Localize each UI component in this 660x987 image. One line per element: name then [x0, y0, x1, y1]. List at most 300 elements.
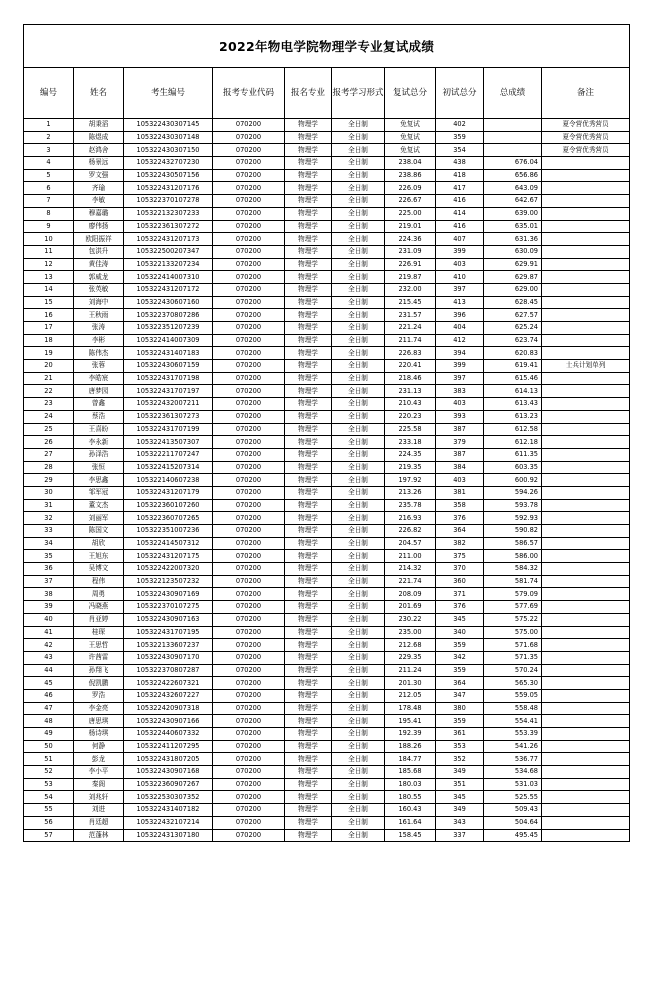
- cell-exam-no: 105322431707195: [124, 626, 213, 639]
- cell-id: 42: [24, 639, 74, 652]
- cell-exam-no: 105322132307233: [124, 207, 213, 220]
- cell-id: 45: [24, 677, 74, 690]
- cell-exam-no: 105322431207175: [124, 550, 213, 563]
- cell-remarks: [542, 512, 630, 525]
- table-row: [24, 525, 630, 538]
- cell-major-code: 070200: [213, 588, 285, 601]
- cell-initial-score: 347: [436, 689, 484, 702]
- cell-total-score: 571.68: [484, 639, 542, 652]
- cell-major-code: 070200: [213, 233, 285, 246]
- cell-study-form: 全日制: [332, 410, 385, 423]
- cell-major: 物理学: [285, 334, 332, 347]
- cell-initial-score: 397: [436, 283, 484, 296]
- cell-name: 胡秉滔: [74, 119, 124, 132]
- table-row: [24, 626, 630, 639]
- cell-initial-score: 370: [436, 563, 484, 576]
- cell-major: 物理学: [285, 398, 332, 411]
- table-row: [24, 157, 630, 170]
- cell-major-code: 070200: [213, 347, 285, 360]
- table-row: [24, 474, 630, 487]
- cell-study-form: 全日制: [332, 550, 385, 563]
- cell-study-form: 全日制: [332, 245, 385, 258]
- cell-exam-no: 105322360707265: [124, 512, 213, 525]
- cell-id: 56: [24, 816, 74, 829]
- cell-remarks: [542, 689, 630, 702]
- cell-exam-no: 105322414007309: [124, 334, 213, 347]
- cell-total-score: 579.09: [484, 588, 542, 601]
- cell-name: 倪凯鹏: [74, 677, 124, 690]
- cell-remarks: [542, 613, 630, 626]
- table-row: [24, 334, 630, 347]
- cell-name: 唐思琪: [74, 715, 124, 728]
- cell-major-code: 070200: [213, 651, 285, 664]
- cell-exam-no: 105322432007211: [124, 398, 213, 411]
- cell-major: 物理学: [285, 169, 332, 182]
- header-exam-no: 考生编号: [124, 68, 213, 119]
- cell-id: 32: [24, 512, 74, 525]
- cell-initial-score: 387: [436, 423, 484, 436]
- cell-major-code: 070200: [213, 245, 285, 258]
- cell-major-code: 070200: [213, 804, 285, 817]
- cell-initial-score: 353: [436, 740, 484, 753]
- cell-initial-score: 412: [436, 334, 484, 347]
- cell-name: 赵鸿舍: [74, 144, 124, 157]
- cell-major: 物理学: [285, 258, 332, 271]
- cell-name: 刘海中: [74, 296, 124, 309]
- cell-retest-score: 214.32: [385, 563, 436, 576]
- cell-id: 21: [24, 372, 74, 385]
- cell-initial-score: 384: [436, 461, 484, 474]
- cell-initial-score: 418: [436, 169, 484, 182]
- cell-retest-score: 226.82: [385, 525, 436, 538]
- cell-remarks: [542, 474, 630, 487]
- cell-retest-score: 192.39: [385, 728, 436, 741]
- cell-initial-score: 413: [436, 296, 484, 309]
- cell-total-score: 553.39: [484, 728, 542, 741]
- cell-id: 44: [24, 664, 74, 677]
- cell-major-code: 070200: [213, 322, 285, 335]
- table-title: 2022年物电学院物理学专业复试成绩: [24, 25, 630, 68]
- table-row: [24, 169, 630, 182]
- cell-exam-no: 105322431307180: [124, 829, 213, 842]
- cell-initial-score: 360: [436, 575, 484, 588]
- cell-total-score: 613.43: [484, 398, 542, 411]
- cell-remarks: [542, 207, 630, 220]
- cell-id: 29: [24, 474, 74, 487]
- cell-total-score: 586.57: [484, 537, 542, 550]
- cell-major-code: 070200: [213, 601, 285, 614]
- cell-initial-score: 349: [436, 804, 484, 817]
- table-row: [24, 740, 630, 753]
- cell-study-form: 全日制: [332, 829, 385, 842]
- cell-retest-score: 224.35: [385, 448, 436, 461]
- cell-id: 8: [24, 207, 74, 220]
- cell-study-form: 全日制: [332, 436, 385, 449]
- cell-study-form: 全日制: [332, 385, 385, 398]
- cell-study-form: 全日制: [332, 791, 385, 804]
- table-row: [24, 728, 630, 741]
- cell-major-code: 070200: [213, 486, 285, 499]
- cell-major: 物理学: [285, 207, 332, 220]
- cell-initial-score: 376: [436, 601, 484, 614]
- cell-exam-no: 105322415207314: [124, 461, 213, 474]
- cell-major: 物理学: [285, 245, 332, 258]
- cell-id: 20: [24, 360, 74, 373]
- cell-id: 2: [24, 131, 74, 144]
- cell-id: 38: [24, 588, 74, 601]
- cell-major: 物理学: [285, 702, 332, 715]
- table-row: [24, 119, 630, 132]
- cell-name: 李金亮: [74, 702, 124, 715]
- cell-initial-score: 354: [436, 144, 484, 157]
- cell-initial-score: 359: [436, 715, 484, 728]
- cell-major: 物理学: [285, 157, 332, 170]
- cell-retest-score: 226.09: [385, 182, 436, 195]
- cell-name: 何静: [74, 740, 124, 753]
- cell-exam-no: 105322370807287: [124, 664, 213, 677]
- cell-study-form: 全日制: [332, 613, 385, 626]
- cell-total-score: 612.18: [484, 436, 542, 449]
- cell-major: 物理学: [285, 233, 332, 246]
- cell-remarks: [542, 486, 630, 499]
- cell-id: 6: [24, 182, 74, 195]
- cell-id: 22: [24, 385, 74, 398]
- cell-major: 物理学: [285, 651, 332, 664]
- cell-retest-score: 180.55: [385, 791, 436, 804]
- table-row: [24, 233, 630, 246]
- cell-retest-score: 188.26: [385, 740, 436, 753]
- cell-id: 31: [24, 499, 74, 512]
- cell-major: 物理学: [285, 689, 332, 702]
- cell-name: 穆嘉璐: [74, 207, 124, 220]
- cell-id: 51: [24, 753, 74, 766]
- cell-retest-score: 226.91: [385, 258, 436, 271]
- cell-remarks: [542, 601, 630, 614]
- cell-exam-no: 105322430507156: [124, 169, 213, 182]
- cell-id: 7: [24, 195, 74, 208]
- cell-major: 物理学: [285, 423, 332, 436]
- table-row: [24, 322, 630, 335]
- cell-study-form: 全日制: [332, 372, 385, 385]
- table-row: [24, 220, 630, 233]
- cell-major-code: 070200: [213, 626, 285, 639]
- cell-initial-score: 361: [436, 728, 484, 741]
- cell-exam-no: 105322431807205: [124, 753, 213, 766]
- cell-name: 张恒: [74, 461, 124, 474]
- cell-major-code: 070200: [213, 271, 285, 284]
- cell-id: 37: [24, 575, 74, 588]
- cell-exam-no: 105322422007320: [124, 563, 213, 576]
- cell-major-code: 070200: [213, 309, 285, 322]
- cell-initial-score: 403: [436, 474, 484, 487]
- table-row: [24, 829, 630, 842]
- cell-total-score: 619.41: [484, 360, 542, 373]
- table-row: [24, 398, 630, 411]
- cell-retest-score: 212.68: [385, 639, 436, 652]
- cell-retest-score: 216.93: [385, 512, 436, 525]
- cell-remarks: [542, 753, 630, 766]
- header-major: 报名专业: [285, 68, 332, 119]
- cell-study-form: 全日制: [332, 563, 385, 576]
- cell-total-score: 575.00: [484, 626, 542, 639]
- cell-initial-score: 375: [436, 550, 484, 563]
- table-row: [24, 689, 630, 702]
- cell-total-score: 570.24: [484, 664, 542, 677]
- cell-exam-no: 105322361307273: [124, 410, 213, 423]
- cell-initial-score: 407: [436, 233, 484, 246]
- cell-exam-no: 105322211707247: [124, 448, 213, 461]
- cell-name: 刘兆轩: [74, 791, 124, 804]
- cell-study-form: 全日制: [332, 804, 385, 817]
- cell-major-code: 070200: [213, 334, 285, 347]
- cell-major-code: 070200: [213, 677, 285, 690]
- cell-major: 物理学: [285, 486, 332, 499]
- cell-study-form: 全日制: [332, 588, 385, 601]
- cell-study-form: 全日制: [332, 309, 385, 322]
- cell-remarks: [542, 461, 630, 474]
- cell-id: 52: [24, 766, 74, 779]
- cell-major: 物理学: [285, 309, 332, 322]
- cell-major: 物理学: [285, 550, 332, 563]
- cell-major: 物理学: [285, 131, 332, 144]
- cell-id: 47: [24, 702, 74, 715]
- cell-initial-score: 410: [436, 271, 484, 284]
- table-row: [24, 816, 630, 829]
- cell-remarks: [542, 702, 630, 715]
- table-row: [24, 309, 630, 322]
- cell-remarks: [542, 271, 630, 284]
- cell-total-score: 541.26: [484, 740, 542, 753]
- cell-exam-no: 105322432607227: [124, 689, 213, 702]
- cell-retest-score: 225.58: [385, 423, 436, 436]
- cell-remarks: [542, 258, 630, 271]
- cell-initial-score: 402: [436, 119, 484, 132]
- cell-id: 9: [24, 220, 74, 233]
- table-row: [24, 461, 630, 474]
- cell-exam-no: 105322411207295: [124, 740, 213, 753]
- cell-major: 物理学: [285, 525, 332, 538]
- cell-id: 5: [24, 169, 74, 182]
- cell-remarks: [542, 334, 630, 347]
- cell-exam-no: 105322430907166: [124, 715, 213, 728]
- cell-study-form: 全日制: [332, 296, 385, 309]
- cell-total-score: 559.05: [484, 689, 542, 702]
- cell-retest-score: 201.69: [385, 601, 436, 614]
- cell-id: 13: [24, 271, 74, 284]
- cell-name: 邹军冠: [74, 486, 124, 499]
- cell-major: 物理学: [285, 537, 332, 550]
- cell-major: 物理学: [285, 677, 332, 690]
- cell-initial-score: 371: [436, 588, 484, 601]
- cell-major-code: 070200: [213, 372, 285, 385]
- header-study-form: 报考学习形式: [332, 68, 385, 119]
- table-row: [24, 575, 630, 588]
- table-row: [24, 486, 630, 499]
- cell-study-form: 全日制: [332, 220, 385, 233]
- cell-remarks: [542, 410, 630, 423]
- cell-major-code: 070200: [213, 753, 285, 766]
- cell-remarks: [542, 563, 630, 576]
- cell-study-form: 全日制: [332, 601, 385, 614]
- cell-total-score: 627.57: [484, 309, 542, 322]
- cell-total-score: 581.74: [484, 575, 542, 588]
- cell-initial-score: 397: [436, 372, 484, 385]
- cell-total-score: 495.45: [484, 829, 542, 842]
- score-table: [23, 24, 630, 842]
- cell-retest-score: 218.46: [385, 372, 436, 385]
- cell-exam-no: 105322431707198: [124, 372, 213, 385]
- cell-exam-no: 105322431707197: [124, 385, 213, 398]
- cell-initial-score: 364: [436, 525, 484, 538]
- cell-initial-score: 416: [436, 220, 484, 233]
- cell-total-score: 611.35: [484, 448, 542, 461]
- cell-exam-no: 105322414507312: [124, 537, 213, 550]
- cell-initial-score: 383: [436, 385, 484, 398]
- cell-retest-score: 211.24: [385, 664, 436, 677]
- cell-name: 胡欣: [74, 537, 124, 550]
- table-row: [24, 372, 630, 385]
- cell-major-code: 070200: [213, 778, 285, 791]
- cell-name: 罗浩: [74, 689, 124, 702]
- cell-total-score: 625.24: [484, 322, 542, 335]
- cell-name: 李皓宸: [74, 372, 124, 385]
- cell-name: 张英敏: [74, 283, 124, 296]
- cell-major-code: 070200: [213, 360, 285, 373]
- cell-major-code: 070200: [213, 436, 285, 449]
- cell-major-code: 070200: [213, 537, 285, 550]
- cell-retest-score: 219.01: [385, 220, 436, 233]
- cell-name: 王思哲: [74, 639, 124, 652]
- cell-total-score: 509.43: [484, 804, 542, 817]
- cell-initial-score: 376: [436, 512, 484, 525]
- cell-name: 刘进: [74, 804, 124, 817]
- cell-major-code: 070200: [213, 398, 285, 411]
- cell-name: 刘丽军: [74, 512, 124, 525]
- cell-retest-score: 224.36: [385, 233, 436, 246]
- cell-total-score: 614.13: [484, 385, 542, 398]
- cell-exam-no: 105322351207239: [124, 322, 213, 335]
- cell-name: 杨景远: [74, 157, 124, 170]
- cell-remarks: [542, 372, 630, 385]
- cell-retest-score: 204.57: [385, 537, 436, 550]
- cell-name: 范蓬林: [74, 829, 124, 842]
- cell-retest-score: 230.22: [385, 613, 436, 626]
- cell-major-code: 070200: [213, 715, 285, 728]
- cell-study-form: 全日制: [332, 651, 385, 664]
- cell-major-code: 070200: [213, 296, 285, 309]
- cell-id: 54: [24, 791, 74, 804]
- cell-major: 物理学: [285, 385, 332, 398]
- cell-id: 23: [24, 398, 74, 411]
- cell-id: 57: [24, 829, 74, 842]
- cell-major: 物理学: [285, 664, 332, 677]
- cell-major: 物理学: [285, 195, 332, 208]
- cell-initial-score: 359: [436, 131, 484, 144]
- cell-exam-no: 105322360107260: [124, 499, 213, 512]
- cell-major-code: 070200: [213, 258, 285, 271]
- cell-major-code: 070200: [213, 664, 285, 677]
- table-row: [24, 804, 630, 817]
- cell-remarks: [542, 588, 630, 601]
- cell-name: 桂琛: [74, 626, 124, 639]
- cell-id: 55: [24, 804, 74, 817]
- cell-total-score: 584.32: [484, 563, 542, 576]
- cell-study-form: 全日制: [332, 626, 385, 639]
- table-row: [24, 385, 630, 398]
- cell-remarks: [542, 804, 630, 817]
- cell-study-form: 全日制: [332, 207, 385, 220]
- table-row: [24, 410, 630, 423]
- cell-total-score: [484, 144, 542, 157]
- cell-remarks: [542, 169, 630, 182]
- cell-major-code: 070200: [213, 195, 285, 208]
- cell-retest-score: 211.00: [385, 550, 436, 563]
- cell-remarks: [542, 816, 630, 829]
- cell-name: 李永新: [74, 436, 124, 449]
- cell-id: 53: [24, 778, 74, 791]
- cell-study-form: 全日制: [332, 537, 385, 550]
- cell-major-code: 070200: [213, 702, 285, 715]
- cell-total-score: 628.45: [484, 296, 542, 309]
- cell-retest-score: 220.41: [385, 360, 436, 373]
- cell-exam-no: 105322431207176: [124, 182, 213, 195]
- table-row: [24, 588, 630, 601]
- cell-major-code: 070200: [213, 207, 285, 220]
- cell-major: 物理学: [285, 283, 332, 296]
- cell-retest-score: 238.86: [385, 169, 436, 182]
- cell-name: 冯晓燕: [74, 601, 124, 614]
- cell-study-form: 全日制: [332, 474, 385, 487]
- cell-major-code: 070200: [213, 474, 285, 487]
- cell-name: 董文杰: [74, 499, 124, 512]
- cell-study-form: 全日制: [332, 766, 385, 779]
- cell-remarks: [542, 791, 630, 804]
- cell-initial-score: 438: [436, 157, 484, 170]
- table-row: [24, 766, 630, 779]
- cell-major: 物理学: [285, 182, 332, 195]
- cell-study-form: 全日制: [332, 131, 385, 144]
- cell-name: 罗文强: [74, 169, 124, 182]
- cell-name: 李彬: [74, 334, 124, 347]
- cell-total-score: 590.82: [484, 525, 542, 538]
- table-row: [24, 182, 630, 195]
- cell-total-score: 629.00: [484, 283, 542, 296]
- cell-exam-no: 105322351007236: [124, 525, 213, 538]
- cell-name: 李小平: [74, 766, 124, 779]
- cell-major: 物理学: [285, 322, 332, 335]
- cell-exam-no: 105322432707230: [124, 157, 213, 170]
- cell-study-form: 全日制: [332, 778, 385, 791]
- cell-initial-score: 380: [436, 702, 484, 715]
- cell-retest-score: 232.00: [385, 283, 436, 296]
- cell-name: 王旭东: [74, 550, 124, 563]
- cell-major: 物理学: [285, 410, 332, 423]
- cell-retest-score: 210.43: [385, 398, 436, 411]
- cell-total-score: 536.77: [484, 753, 542, 766]
- cell-exam-no: 105322431707199: [124, 423, 213, 436]
- cell-name: 王喜盼: [74, 423, 124, 436]
- cell-initial-score: 352: [436, 753, 484, 766]
- cell-study-form: 全日制: [332, 715, 385, 728]
- cell-id: 16: [24, 309, 74, 322]
- cell-initial-score: 414: [436, 207, 484, 220]
- cell-name: 黄佳涛: [74, 258, 124, 271]
- cell-total-score: 635.01: [484, 220, 542, 233]
- cell-total-score: [484, 131, 542, 144]
- cell-major-code: 070200: [213, 563, 285, 576]
- cell-major-code: 070200: [213, 575, 285, 588]
- cell-exam-no: 105322431207172: [124, 283, 213, 296]
